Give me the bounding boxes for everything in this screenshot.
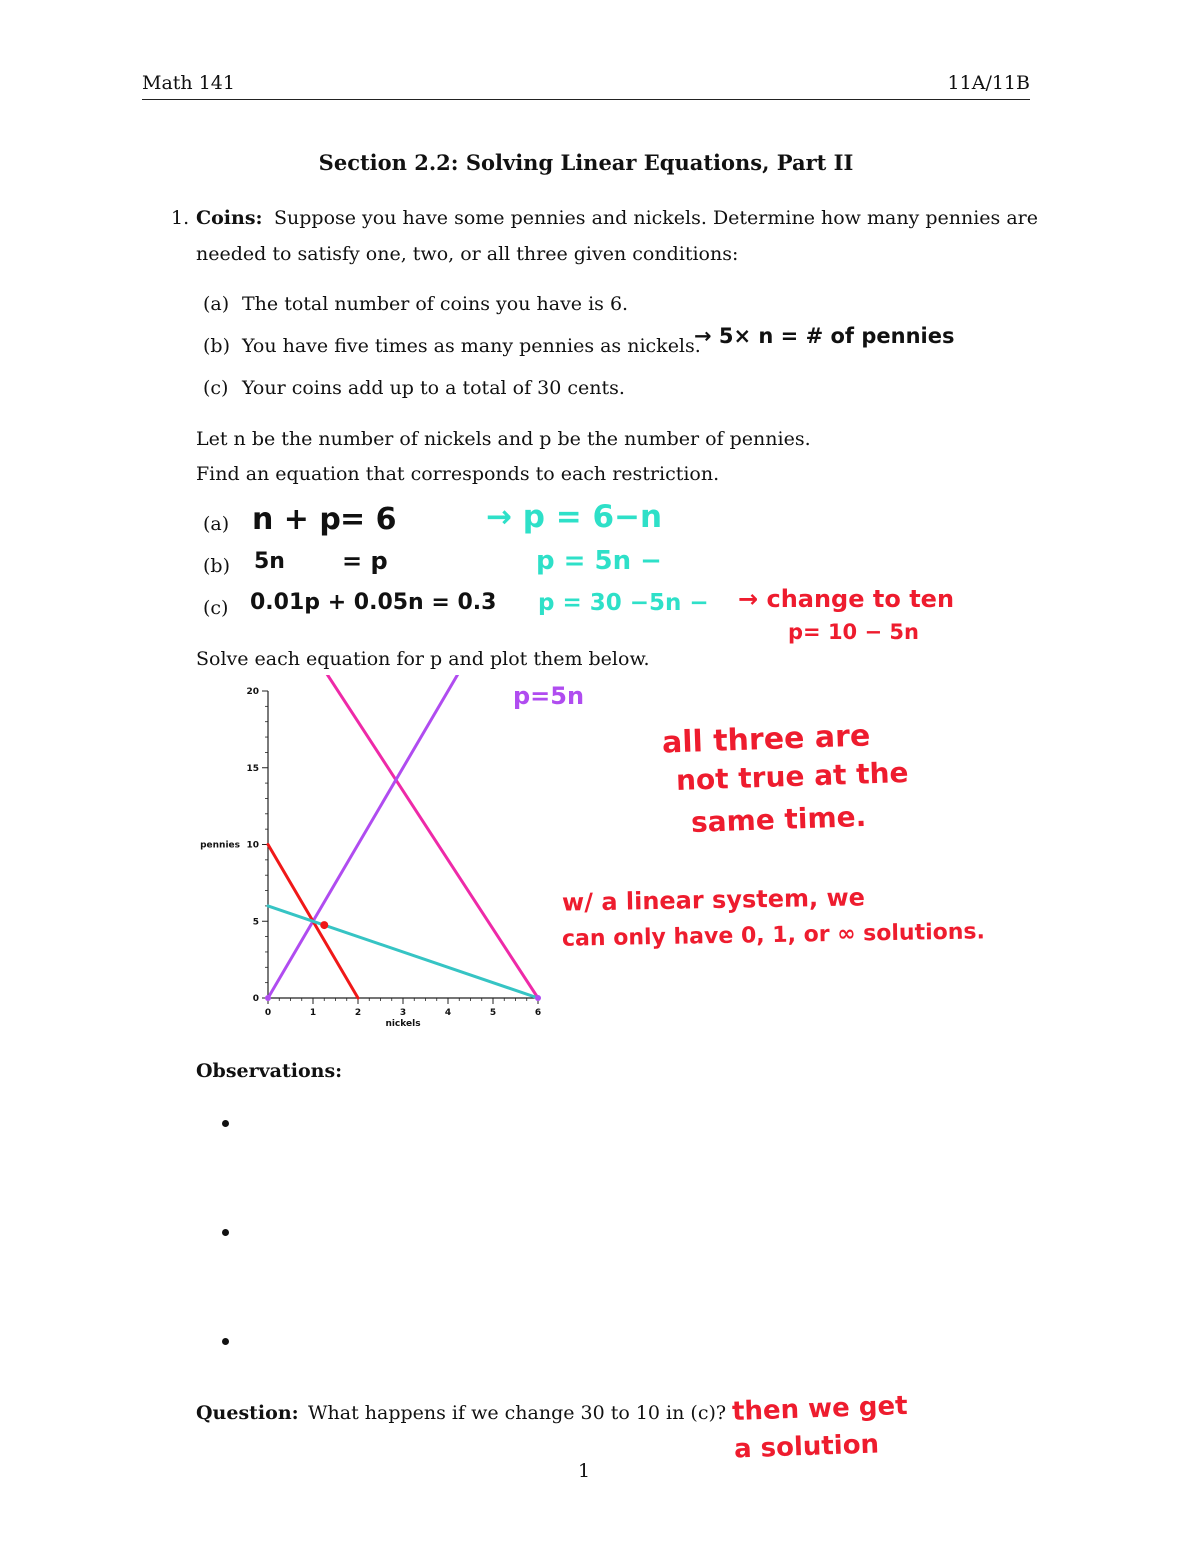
handwritten-eq-a-lhs: n + p	[252, 502, 341, 537]
handwritten-note1-line2: not true at the	[675, 755, 910, 798]
eq-b-label: (b)	[203, 555, 230, 577]
handwritten-change-note: → change to ten	[738, 585, 955, 613]
handwritten-note2-line1: w/ a linear system, we	[561, 883, 866, 917]
handwritten-sol-b: p = 5n −	[536, 546, 662, 576]
intersection-point	[320, 921, 328, 929]
handwritten-answer-line2: a solution	[733, 1429, 880, 1465]
handwritten-answer-line1: then we get	[731, 1390, 908, 1428]
condition-c-text: Your coins add up to a total of 30 cents.	[242, 377, 625, 399]
eq-a-label: (a)	[203, 513, 230, 535]
chart-lines	[268, 675, 538, 998]
handwritten-plot-label: p=5n	[513, 682, 585, 710]
y-tick-label: 20	[246, 687, 259, 697]
handwritten-note1-line3: same time.	[690, 799, 867, 840]
coins-chart	[190, 675, 570, 1035]
problem-number: 1.	[171, 207, 190, 229]
series-line	[268, 906, 538, 998]
eq-c-label: (c)	[203, 597, 229, 619]
chart-ticks	[246, 687, 541, 1018]
let-line: Let n be the number of nickels and p be the number of pennies.	[196, 428, 811, 450]
find-line: Find an equation that corresponds to each restriction.	[196, 463, 720, 485]
observation-bullet	[222, 1120, 229, 1127]
condition-a-text: The total number of coins you have is 6.	[242, 293, 629, 315]
header-rule	[142, 99, 1030, 100]
header-section: 11A/11B	[947, 72, 1030, 94]
chart-labels	[200, 841, 420, 1030]
handwritten-sol-c: p = 30 −5n −	[538, 590, 709, 616]
x-tick-label: 6	[534, 1008, 542, 1018]
series-line	[268, 675, 502, 998]
condition-b-label: (b)	[203, 335, 230, 357]
condition-c-label: (c)	[203, 377, 229, 399]
observation-bullet	[222, 1338, 229, 1345]
observations-heading: Observations:	[196, 1060, 343, 1082]
page-number: 1	[578, 1460, 591, 1482]
handwritten-sol-a: → p = 6−n	[486, 499, 663, 535]
handwritten-pennies-note: → 5× n = # of pennies	[694, 324, 955, 348]
series-line	[268, 675, 538, 998]
x-axis-label: nickels	[385, 1019, 421, 1029]
y-axis-label: pennies	[200, 840, 240, 851]
origin-point	[265, 995, 271, 1001]
problem-intro-line1: Suppose you have some pennies and nickels. Determine how many pennies are	[274, 207, 1038, 229]
y-tick-label: 10	[246, 840, 259, 851]
condition-b-text: You have five times as many pennies as nickels.	[242, 335, 701, 357]
handwritten-eq-b-lhs: 5n	[254, 549, 285, 574]
x-tick-label: 1	[309, 1008, 317, 1018]
handwritten-eq-b-rhs: = p	[342, 547, 388, 575]
condition-a-label: (a)	[203, 293, 230, 315]
header-course: Math 141	[142, 72, 235, 94]
x-tick-label: 5	[489, 1008, 497, 1018]
y-tick-label: 5	[252, 917, 259, 928]
x-intercept-point	[535, 995, 541, 1001]
observation-bullet	[222, 1229, 229, 1236]
y-tick-label: 0	[252, 994, 259, 1004]
question-text: What happens if we change 30 to 10 in (c)?	[308, 1402, 727, 1424]
question-heading: Question:	[196, 1402, 299, 1424]
problem-intro-line2: needed to satisfy one, two, or all three given conditions:	[196, 243, 739, 265]
handwritten-note2-line2: can only have 0, 1, or ∞ solutions.	[561, 919, 986, 952]
handwritten-eq-c: 0.01p + 0.05n = 0.3	[250, 590, 497, 615]
solve-line: Solve each equation for p and plot them below.	[196, 648, 650, 670]
x-tick-label: 0	[264, 1008, 272, 1018]
x-tick-label: 3	[399, 1008, 407, 1018]
problem-heading: Coins:	[196, 207, 263, 229]
x-tick-label: 2	[354, 1008, 362, 1018]
handwritten-change-eq: p= 10 − 5n	[788, 620, 919, 644]
handwritten-eq-a-rhs: = 6	[340, 502, 397, 537]
x-tick-label: 4	[444, 1008, 452, 1018]
page-title: Section 2.2: Solving Linear Equations, Part II	[318, 150, 854, 175]
y-tick-label: 15	[246, 763, 259, 774]
handwritten-note1-line1: all three are	[661, 718, 871, 761]
